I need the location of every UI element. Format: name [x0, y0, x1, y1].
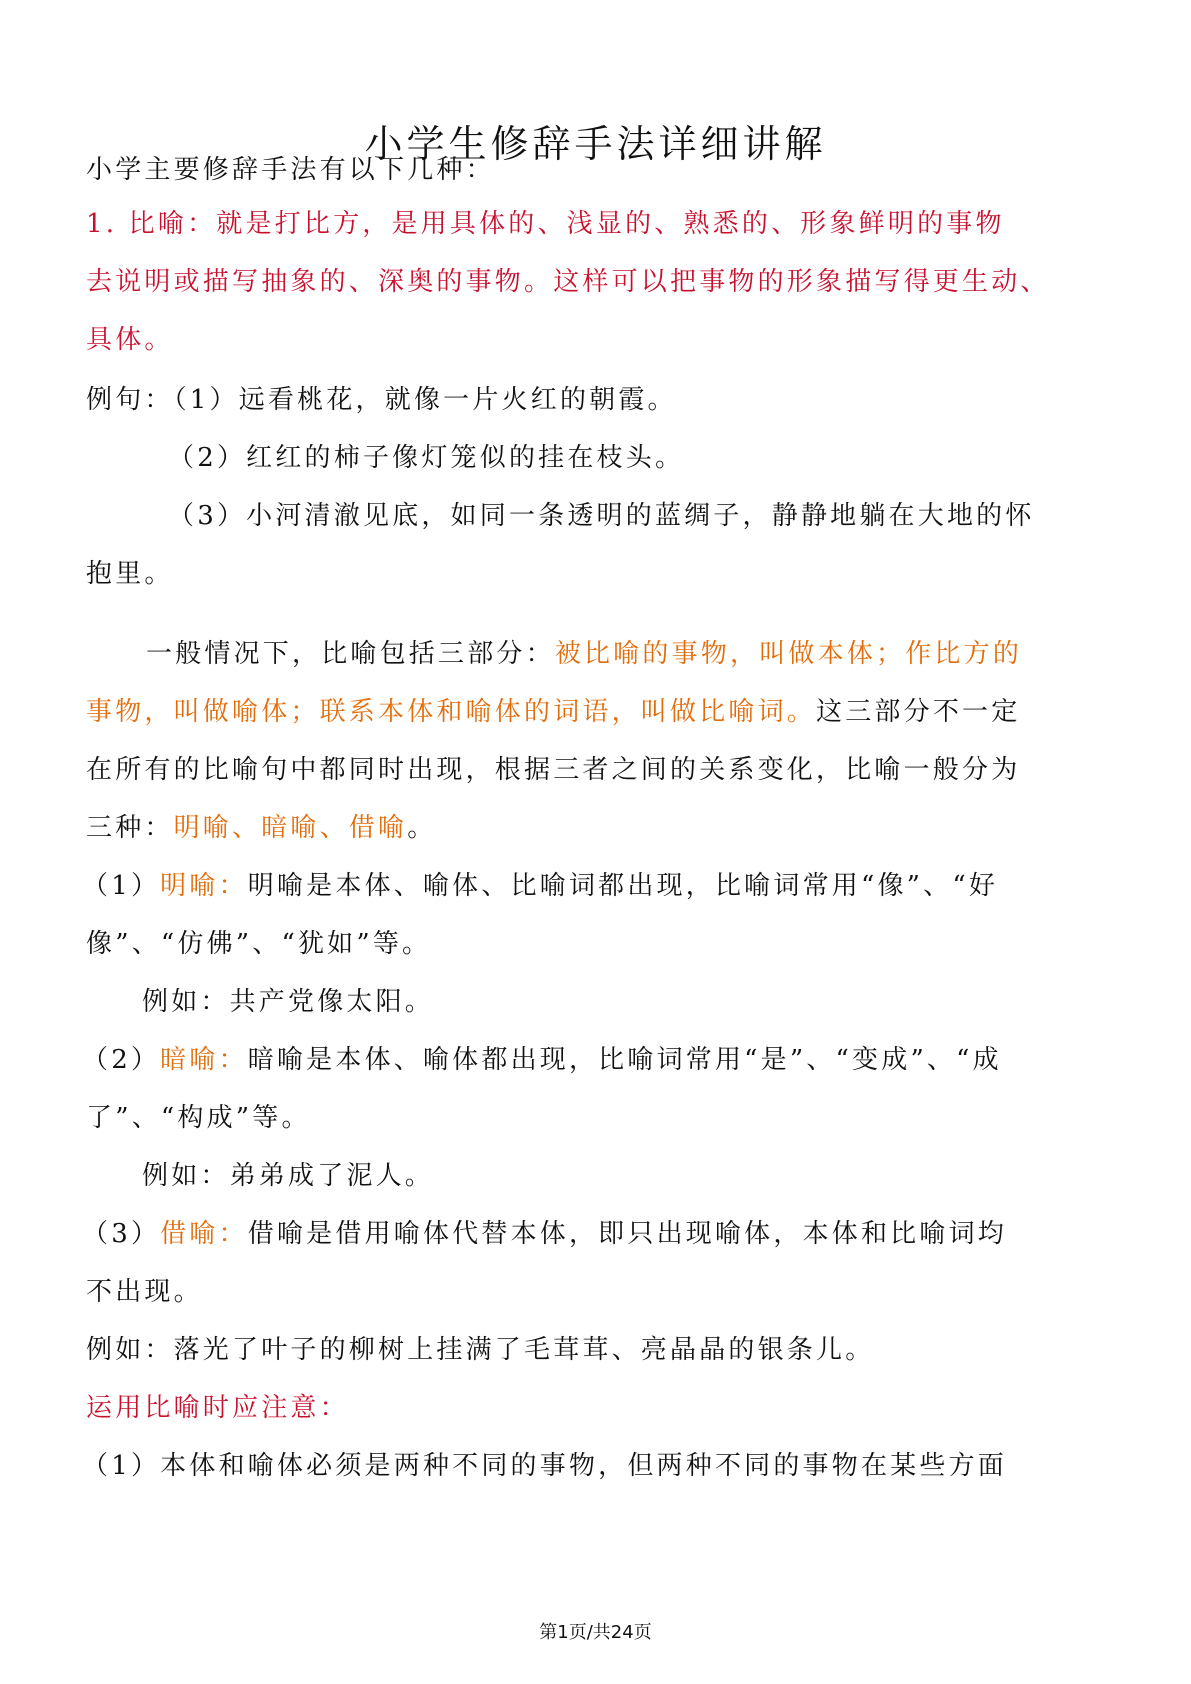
borrowed-metaphor-example: 例如：落光了叶子的柳树上挂满了毛茸茸、亮晶晶的银条儿。: [86, 1335, 875, 1365]
example-sentence-3-cont: 抱里。: [86, 559, 174, 589]
parts-text-2: 这三部分不一定: [816, 697, 1021, 727]
metaphor-definition-line-1: 1. 比喻：就是打比方，是用具体的、浅显的、熟悉的、形象鲜明的事物: [86, 209, 1005, 239]
borrowed-metaphor-number: （3）: [82, 1219, 161, 1249]
metaphor-text: 暗喻是本体、喻体都出现，比喻词常用“是”、“变成”、“成: [247, 1045, 1002, 1075]
borrowed-metaphor-label: 借喻：: [160, 1219, 248, 1249]
borrowed-metaphor-line-1: [82, 1214, 1007, 1254]
metaphor-example: 例如：弟弟成了泥人。: [142, 1161, 435, 1191]
parts-paragraph-line-1: [146, 634, 1022, 674]
simile-text: 明喻是本体、喻体、比喻词都出现，比喻词常用“像”、“好: [247, 871, 999, 901]
borrowed-metaphor-line-2: 不出现。: [86, 1277, 203, 1307]
notes-item-1: （1）本体和喻体必须是两种不同的事物，但两种不同的事物在某些方面: [82, 1451, 1007, 1481]
metaphor-label: 暗喻：: [160, 1045, 248, 1075]
simile-example: 例如：共产党像太阳。: [142, 987, 435, 1017]
page-indicator: 第1页/共24页: [539, 1622, 652, 1643]
parts-paragraph-line-4: [86, 808, 436, 848]
parts-highlight-1: 被比喻的事物，叫做本体；作比方的: [554, 639, 1023, 669]
notes-heading: 运用比喻时应注意：: [86, 1393, 349, 1423]
borrowed-metaphor-text: 借喻是借用喻体代替本体，即只出现喻体，本体和比喻词均: [247, 1219, 1007, 1249]
simile-line-1: [82, 866, 998, 906]
metaphor-number: （2）: [82, 1045, 161, 1075]
simile-label: 明喻：: [160, 871, 248, 901]
page-title: 小学生修辞手法详细讲解: [364, 122, 827, 167]
metaphor-line-2: 了”、“构成”等。: [86, 1103, 311, 1133]
example-sentence-1: 例句：（1）远看桃花，就像一片火红的朝霞。: [86, 385, 677, 415]
metaphor-line-1: [82, 1040, 1002, 1080]
parts-paragraph-line-2: [86, 692, 1020, 732]
parts-highlight-2: 事物，叫做喻体；联系本体和喻体的词语，叫做比喻词。: [86, 697, 817, 727]
metaphor-definition-line-2: 去说明或描写抽象的、深奥的事物。这样可以把事物的形象描写得更生动、: [86, 267, 1050, 297]
three-types-end: 。: [407, 813, 437, 843]
three-types-list: 明喻、暗喻、借喻: [173, 813, 408, 843]
three-types-label: 三种：: [86, 813, 174, 843]
simile-number: （1）: [82, 871, 161, 901]
metaphor-definition-line-3: 具体。: [86, 325, 174, 355]
parts-intro: 一般情况下，比喻包括三部分：: [146, 639, 555, 669]
example-sentence-3: （3）小河清澈见底，如同一条透明的蓝绸子，静静地躺在大地的怀: [168, 501, 1035, 531]
parts-paragraph-line-3: 在所有的比喻句中都同时出现，根据三者之间的关系变化，比喻一般分为: [86, 755, 1021, 785]
example-sentence-2: （2）红红的柿子像灯笼似的挂在枝头。: [168, 443, 685, 473]
intro-text: 小学主要修辞手法有以下几种：: [86, 155, 495, 185]
simile-line-2: 像”、“仿佛”、“犹如”等。: [86, 929, 432, 959]
